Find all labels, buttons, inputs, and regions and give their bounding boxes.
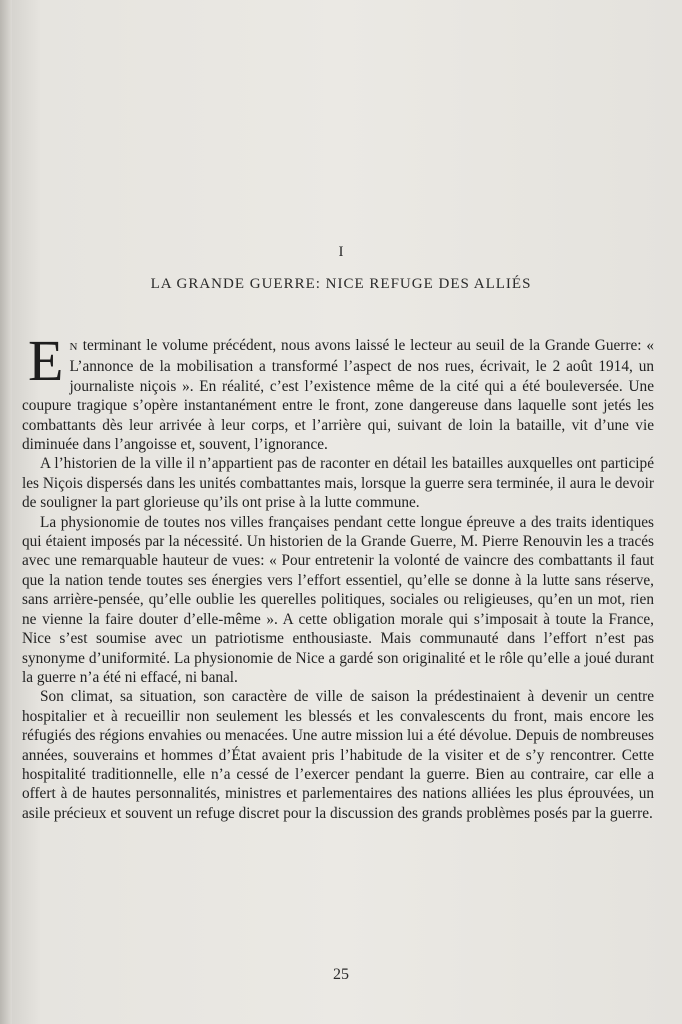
paragraph-2: A l’historien de la ville il n’appartient pas de raconter en détail les batailles auxquelles ont participé les Niçois dispersés dans les unités combattantes mais, lorsque la guerre sera terminée, il aura le devoir de souligner la part glorieuse qu’ils ont prise à la lutte commune. [22, 455, 654, 512]
drop-cap: E [28, 328, 64, 393]
paragraph-4: Son climat, sa situation, son caractère de ville de saison la prédestinaient à devenir un centre hospitalier et à recueillir non seulement les blessés et les convalescents du front, mais encore les réfugiés des régions envahies ou menacées. Une autre mission lui a été dévolue. Depuis de nombreuses années, souverains et hommes d’État avaient pris l’habitude de la visiter et de s’y rencontrer. Cette hospitalité traditionnelle, elle n’a cessé de l’exercer pendant la guerre. Bien au contraire, car elle a offert à de hautes personnalités, ministres et parlementaires des nations alliées les plus éprouvées, un asile précieux et souvent un refuge discret pour la discussion des grands problèmes posés par la guerre. [22, 688, 654, 822]
paragraph-1 [22, 328, 654, 454]
chapter-number: I [338, 244, 344, 260]
chapter-title: LA GRANDE GUERRE: NICE REFUGE DES ALLIÉS [150, 276, 532, 292]
small-cap: N [69, 341, 78, 353]
body-text [22, 328, 654, 823]
book-binding-edge [0, 0, 12, 1024]
page-number: 25 [333, 966, 349, 983]
paragraph-3: La physionomie de toutes nos villes françaises pendant cette longue épreuve a des traits identiques qui étaient imposés par la nécessité. Un historien de la Grande Guerre, M. Pierre Renouvin les a tracés avec une remarquable hauteur de vues: « Pour entretenir la volonté de vaincre des combattants il faut que la nation tende toutes ses énergies vers l’effort essentiel, qu’elle se donne à la lutte sans réserve, sans arrière-pensée, qu’elle oublie les querelles politiques, sociales ou religieuses, qu’en un mot, rien ne vienne la faire douter d’elle-même ». A cette obligation morale qui s’imposait à toute la France, Nice s’est soumise avec un patriotisme enthousiaste. Mais communauté dans l’effort n’est pas synonyme d’uniformité. La physionomie de Nice a gardé son originalité et le rôle qu’elle a joué durant la guerre n’a été ni effacé, ni banal. [22, 513, 654, 686]
paragraph-1-text: terminant le volume précédent, nous avons laissé le lecteur au seuil de la Grande Guerre: « L’annonce de la mobilisation a transformé l’aspect de nos rues, écrivait, le 2 août 1914, un journaliste niçois ». En réalité, c’est l’existence même de la cité qui a été bouleversée. Une coupure tragique s’opère instantanément entre le front, zone dangereuse dans laquelle sont jetés les combattants dès leur arrivée à leur corps, et l’arrière qui, suivant de loin la bataille, vit d’une vie diminuée dans l’angoisse et, souvent, l’ignorance. [22, 337, 654, 454]
